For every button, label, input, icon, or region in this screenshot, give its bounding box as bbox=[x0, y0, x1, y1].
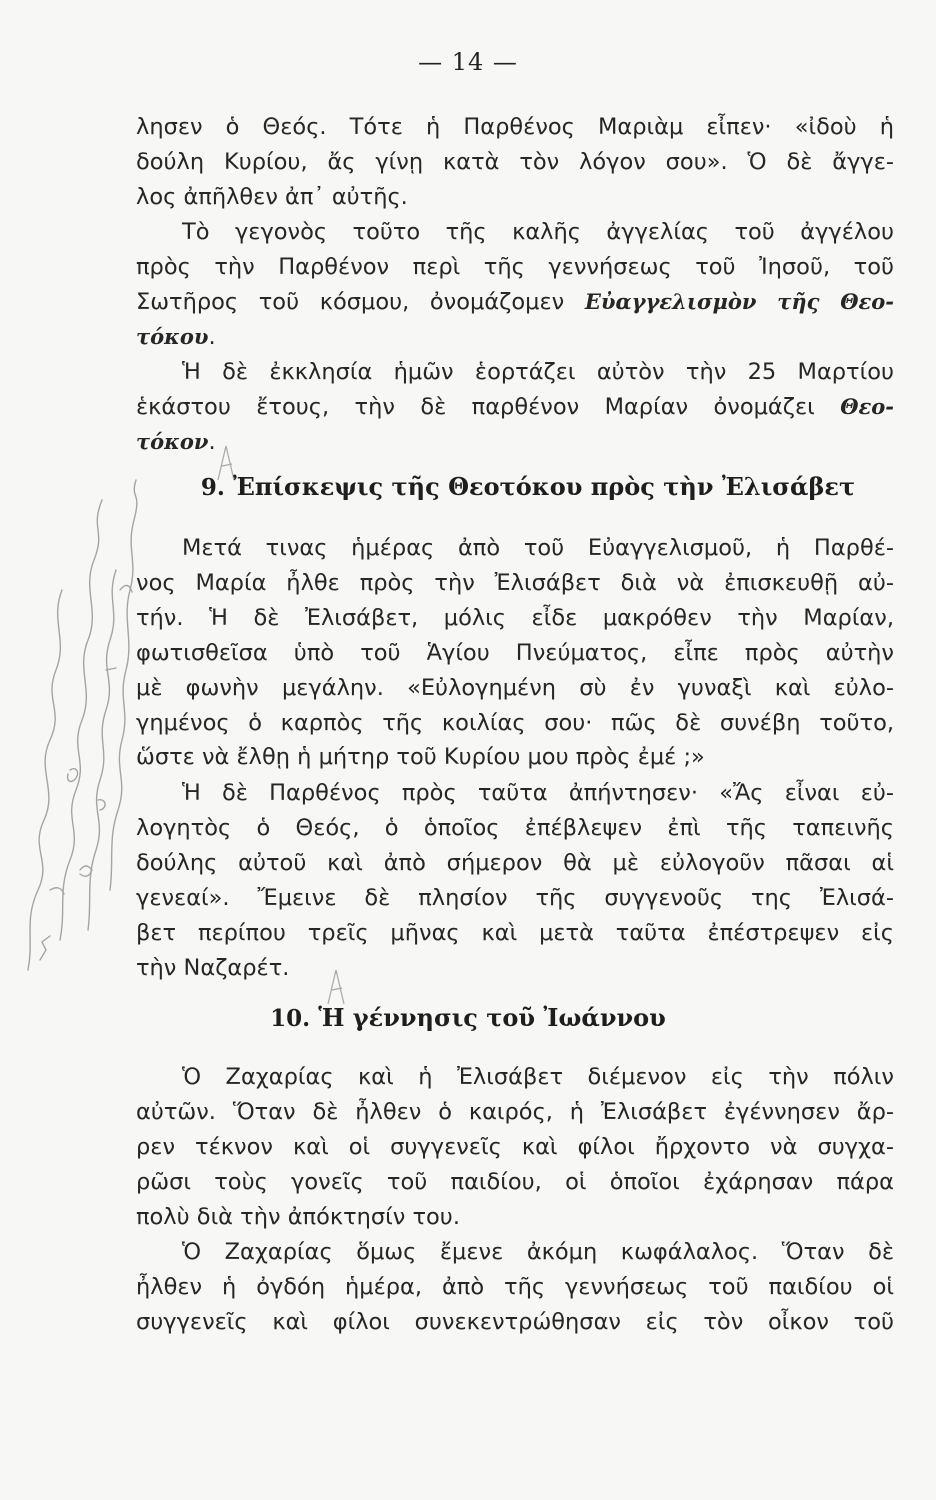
punctuation: . bbox=[208, 428, 216, 455]
paragraph-1 bbox=[136, 110, 894, 215]
pencil-check-mark bbox=[322, 964, 358, 1008]
pencil-check-mark bbox=[212, 440, 248, 484]
text-line: συγγενεῖς καὶ φίλοι συνεκεντρώθησαν εἰς τὸν οἶκον τοῦ bbox=[136, 1308, 894, 1335]
text-line: μὲ φωνὴν μεγάλην. «Εὐλογημένη σὺ ἐν γυναξὶ καὶ εὐλο- bbox=[136, 674, 894, 701]
punctuation: . bbox=[208, 323, 216, 350]
paragraph-3 bbox=[136, 355, 894, 460]
text-line: Ἡ δὲ Παρθένος πρὸς ταῦτα ἀπήντησεν· «Ἄς εἶναι εὐ- bbox=[182, 780, 894, 806]
page-number: — 14 — bbox=[418, 48, 518, 76]
text-line: φωτισθεῖσα ὑπὸ τοῦ Ἁγίου Πνεύματος, εἶπε πρὸς αὐτὴν bbox=[136, 639, 894, 666]
text-line: ὥστε νὰ ἔλθῃ ἡ μήτηρ τοῦ Κυρίου μου πρὸς ἐμέ ;» bbox=[136, 744, 705, 771]
section-title: Ἡ γέννησις τοῦ Ἰωάννου bbox=[318, 1003, 666, 1032]
italic-term: τόκον bbox=[136, 428, 209, 454]
text-line: Ὁ Ζαχαρίας ὅμως ἔμενε ἀκόμη κωφάλαλος. Ὅταν δὲ bbox=[182, 1239, 894, 1265]
text-line bbox=[136, 425, 894, 460]
text-line: δούλης αὐτοῦ καὶ ἀπὸ σήμερον θὰ μὲ εὐλογοῦν πᾶσαι αἱ bbox=[136, 849, 894, 876]
section-heading-9 bbox=[60, 472, 936, 501]
text-line: γενεαί». Ἔμεινε δὲ πλησίον τῆς συγγενοῦς της Ἐλισά- bbox=[136, 884, 894, 911]
section-heading-10 bbox=[0, 1003, 936, 1032]
section-number: 9. bbox=[200, 474, 225, 501]
paragraph-4 bbox=[136, 531, 894, 775]
text-line: Μετά τινας ἡμέρας ἀπὸ τοῦ Εὐαγγελισμοῦ, ἡ Παρθέ- bbox=[182, 535, 894, 561]
paragraph-7 bbox=[136, 1235, 894, 1340]
text-line: Ἡ δὲ ἐκκλησία ἡμῶν ἑορτάζει αὐτὸν τὴν 25 Μαρτίου bbox=[182, 359, 894, 385]
text-line: πολὺ διὰ τὴν ἀπόκτησίν του. bbox=[136, 1203, 460, 1230]
text-line: Τὸ γεγονὸς τοῦτο τῆς καλῆς ἀγγελίας τοῦ ἀγγέλου bbox=[182, 219, 894, 245]
text-line: δούλη Κυρίου, ἄς γίνῃ κατὰ τὸν λόγον σου». Ὁ δὲ ἄγγε- bbox=[136, 148, 894, 175]
section-title: Ἐπίσκεψις τῆς Θεοτόκου πρὸς τὴν Ἐλισάβετ bbox=[232, 472, 856, 501]
paragraph-6 bbox=[136, 1060, 894, 1235]
text-line: τὴν Ναζαρέτ. bbox=[136, 954, 290, 981]
text-line: λος ἀπῆλθεν ἀπ᾽ αὐτῆς. bbox=[136, 183, 408, 210]
text-line: ρεν τέκνον καὶ οἱ συγγενεῖς καὶ φίλοι ἤρχοντο νὰ συγχα- bbox=[136, 1133, 894, 1160]
margin-handwriting bbox=[10, 470, 140, 990]
italic-term: τόκου bbox=[136, 323, 209, 349]
text-line: λογητὸς ὁ Θεός, ὁ ὁποῖος ἐπέβλεψεν ἐπὶ τῆς ταπεινῆς bbox=[136, 814, 894, 841]
text-line: γημένος ὁ καρπὸς τῆς κοιλίας σου· πῶς δὲ συνέβη τοῦτο, bbox=[136, 709, 894, 736]
text-line: τήν. Ἡ δὲ Ἐλισάβετ, μόλις εἶδε μακρόθεν τὴν Μαρίαν, bbox=[136, 604, 894, 631]
text-line: ἦλθεν ἡ ὀγδόη ἡμέρα, ἀπὸ τῆς γεννήσεως τοῦ παιδίου οἱ bbox=[136, 1273, 894, 1300]
text-line: Ὁ Ζαχαρίας καὶ ἡ Ἐλισάβετ διέμενον εἰς τὴν πόλιν bbox=[182, 1064, 894, 1090]
italic-term: Εὐαγγελισμὸν τῆς Θεο- bbox=[584, 288, 894, 314]
text-line: λησεν ὁ Θεός. Τότε ἡ Παρθένος Μαριὰμ εἶπεν· «ἰδοὺ ἡ bbox=[136, 114, 894, 140]
section-number: 10. bbox=[270, 1005, 311, 1032]
paragraph-5 bbox=[136, 776, 894, 985]
text-line-start: Σωτῆρος τοῦ κόσμου, ὀνομάζομεν bbox=[136, 288, 565, 315]
text-line bbox=[136, 390, 894, 425]
text-line: πρὸς τὴν Παρθένον περὶ τῆς γεννήσεως τοῦ Ἰησοῦ, τοῦ bbox=[136, 253, 894, 280]
text-line-start: ἑκάστου ἔτους, τὴν δὲ παρθένον Μαρίαν ὀνομάζει bbox=[136, 393, 815, 420]
text-line bbox=[136, 320, 894, 355]
paragraph-2 bbox=[136, 215, 894, 355]
text-line: νος Μαρία ἦλθε πρὸς τὴν Ἐλισάβετ διὰ νὰ ἐπισκευθῇ αὐ- bbox=[136, 569, 894, 596]
text-line: αὐτῶν. Ὅταν δὲ ἦλθεν ὁ καιρός, ἡ Ἐλισάβετ ἐγέννησεν ἄρ- bbox=[136, 1098, 894, 1125]
italic-term: Θεο- bbox=[840, 393, 895, 419]
text-line bbox=[136, 285, 894, 320]
text-line: ρῶσι τοὺς γονεῖς τοῦ παιδίου, οἱ ὁποῖοι ἐχάρησαν πάρα bbox=[136, 1168, 894, 1195]
text-line: βετ περίπου τρεῖς μῆνας καὶ μετὰ ταῦτα ἐπέστρεψεν εἰς bbox=[136, 919, 894, 946]
